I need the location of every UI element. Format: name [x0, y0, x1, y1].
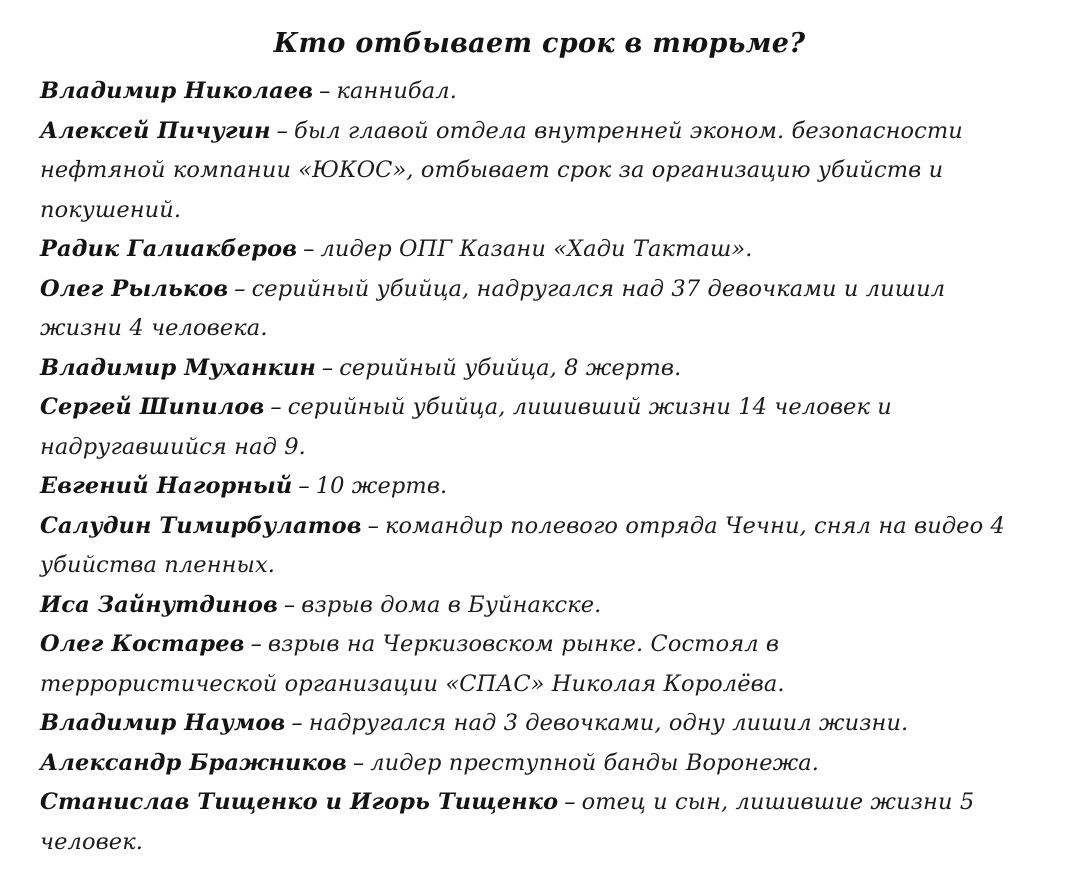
person-name: Алексей Пичугин — [40, 117, 271, 144]
person-name: Евгений Нагорный — [40, 473, 293, 499]
person-description: серийный убийца, надругался над 37 девочками и лишил жизни 4 человека. — [40, 275, 946, 341]
document-title: Кто отбывает срок в тюрьме? — [273, 28, 806, 59]
list-item — [40, 586, 1060, 626]
separator-dash: – — [352, 749, 365, 776]
separator-dash: – — [276, 117, 288, 144]
list-item — [40, 704, 1060, 744]
person-description: взрыв дома в Буйнакске. — [301, 591, 602, 618]
person-name: Иса Зайнутдинов — [40, 591, 278, 618]
person-description: 10 жертв. — [315, 473, 448, 499]
person-name: Александр Бражников — [40, 749, 347, 776]
prisoner-list — [40, 72, 1060, 862]
person-name: Салудин Тимирбулатов — [40, 512, 362, 539]
person-description: командир полевого отряда Чечни, снял на видео 4 убийства пленных. — [40, 512, 1005, 578]
person-description: каннибал. — [336, 78, 457, 104]
list-item — [40, 625, 1000, 704]
separator-dash: – — [564, 789, 576, 815]
separator-dash: – — [367, 512, 379, 539]
list-item — [40, 388, 1040, 467]
list-item — [40, 112, 1050, 231]
separator-dash: – — [319, 78, 331, 104]
person-description: отец и сын, лишившие жизни 5 человек. — [40, 789, 975, 855]
person-name: Станислав Тищенко и Игорь Тищенко — [40, 789, 559, 815]
person-name: Сергей Шипилов — [40, 394, 265, 420]
person-name: Олег Костарев — [40, 631, 245, 657]
separator-dash: – — [291, 710, 303, 736]
separator-dash: – — [270, 394, 282, 420]
list-item — [40, 349, 1060, 389]
person-description: надругался над 3 девочками, одну лишил жизни. — [308, 710, 909, 736]
list-item — [40, 744, 1060, 784]
separator-dash: – — [321, 354, 334, 381]
person-name: Владимир Муханкин — [40, 354, 316, 381]
list-item — [40, 230, 1060, 270]
separator-dash: – — [234, 275, 246, 302]
list-item — [40, 783, 1040, 862]
person-description: лидер ОПГ Казани «Хади Такташ». — [320, 236, 753, 262]
person-name: Олег Рыльков — [40, 275, 229, 302]
person-description: взрыв на Черкизовском рынке. Состоял в террористической организации «СПАС» Николая Королёва. — [40, 631, 785, 697]
person-name: Радик Галиакберов — [40, 236, 298, 262]
person-name: Владимир Наумов — [40, 710, 286, 736]
person-description: был главой отдела внутренней эконом. безопасности нефтяной компании «ЮКОС», отбывает срок за организацию убийств и покушений. — [40, 117, 963, 223]
list-item — [40, 467, 1060, 507]
person-name: Владимир Николаев — [40, 78, 314, 104]
person-description: серийный убийца, лишивший жизни 14 человек и надругавшийся над 9. — [40, 394, 892, 460]
list-item — [40, 72, 1060, 112]
separator-dash: – — [283, 591, 296, 618]
person-description: лидер преступной банды Воронежа. — [370, 749, 820, 776]
separator-dash: – — [303, 236, 315, 262]
separator-dash: – — [250, 631, 262, 657]
separator-dash: – — [298, 473, 310, 499]
list-item — [40, 270, 1000, 349]
person-description: серийный убийца, 8 жертв. — [339, 354, 682, 381]
list-item — [40, 507, 1060, 586]
